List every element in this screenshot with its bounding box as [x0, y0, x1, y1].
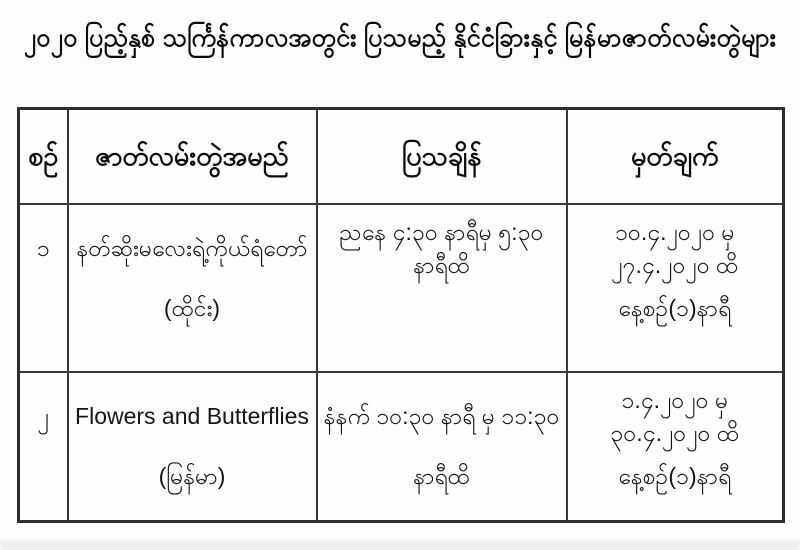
row1-number-cell [19, 204, 68, 372]
row2-show-time-part2: နာရီထိ [413, 463, 470, 490]
row1-remark-duration: နေ့စဉ်(၁)နာရီ [618, 295, 732, 322]
row2-remark-duration: နေ့စဉ်(၁)နာရီ [618, 463, 732, 490]
row1-show-time: ညနေ ၄:၃၀ နာရီမှ ၅:၃၀ နာရီထိ [339, 219, 544, 278]
row1-number: ၁ [36, 235, 50, 262]
row2-show-time-part1: နံနက် ၁၀:၃၀ နာရီ မှ ၁၁:၃၀ [323, 403, 560, 430]
column-header-show-time: ပြသချိန် [317, 109, 567, 204]
row1-remark-dates: ၁၀.၄.၂၀၂၀ မှ ၂၇.၄.၂၀၂၀ ထိ [611, 219, 739, 278]
cropped-content-smudge [0, 541, 800, 550]
column-header-number: စဉ် [19, 109, 68, 204]
row2-number: ၂ [37, 403, 49, 430]
table-row-1 [19, 204, 784, 372]
table-row-2 [19, 372, 784, 522]
header-row [19, 109, 784, 204]
row2-series-language: (မြန်မာ) [158, 463, 226, 490]
row2-number-cell [19, 372, 68, 522]
row2-series-name-cell [68, 372, 317, 522]
page-title: ၂၀၂၀ ပြည့်နှစ် သင်္ကြန်ကာလအတွင်း ပြသမည့် နိုင်ငံခြားနှင့် မြန်မာဇာတ်လမ်းတွဲများ [23, 24, 777, 52]
row2-show-time-cell [317, 372, 567, 522]
row1-show-time-cell [317, 204, 567, 372]
row2-remark-dates: ၁.၄.၂၀၂၀ မှ ၃၀.၄.၂၀၂၀ ထိ [610, 387, 740, 446]
row2-remarks-cell [567, 372, 784, 522]
column-header-remarks: မှတ်ချက် [567, 109, 784, 204]
row1-remarks-cell [567, 204, 784, 372]
schedule-table [17, 107, 785, 523]
row2-series-name: Flowers and Butterflies [75, 403, 309, 430]
row1-series-name: နတ်ဆိုးမလေးရဲ့ကိုယ်ရံတော် [76, 235, 308, 262]
row1-series-language: (ထိုင်း) [163, 295, 221, 322]
row1-series-name-cell [68, 204, 317, 372]
column-header-series-name: ဇာတ်လမ်းတွဲအမည် [68, 109, 317, 204]
